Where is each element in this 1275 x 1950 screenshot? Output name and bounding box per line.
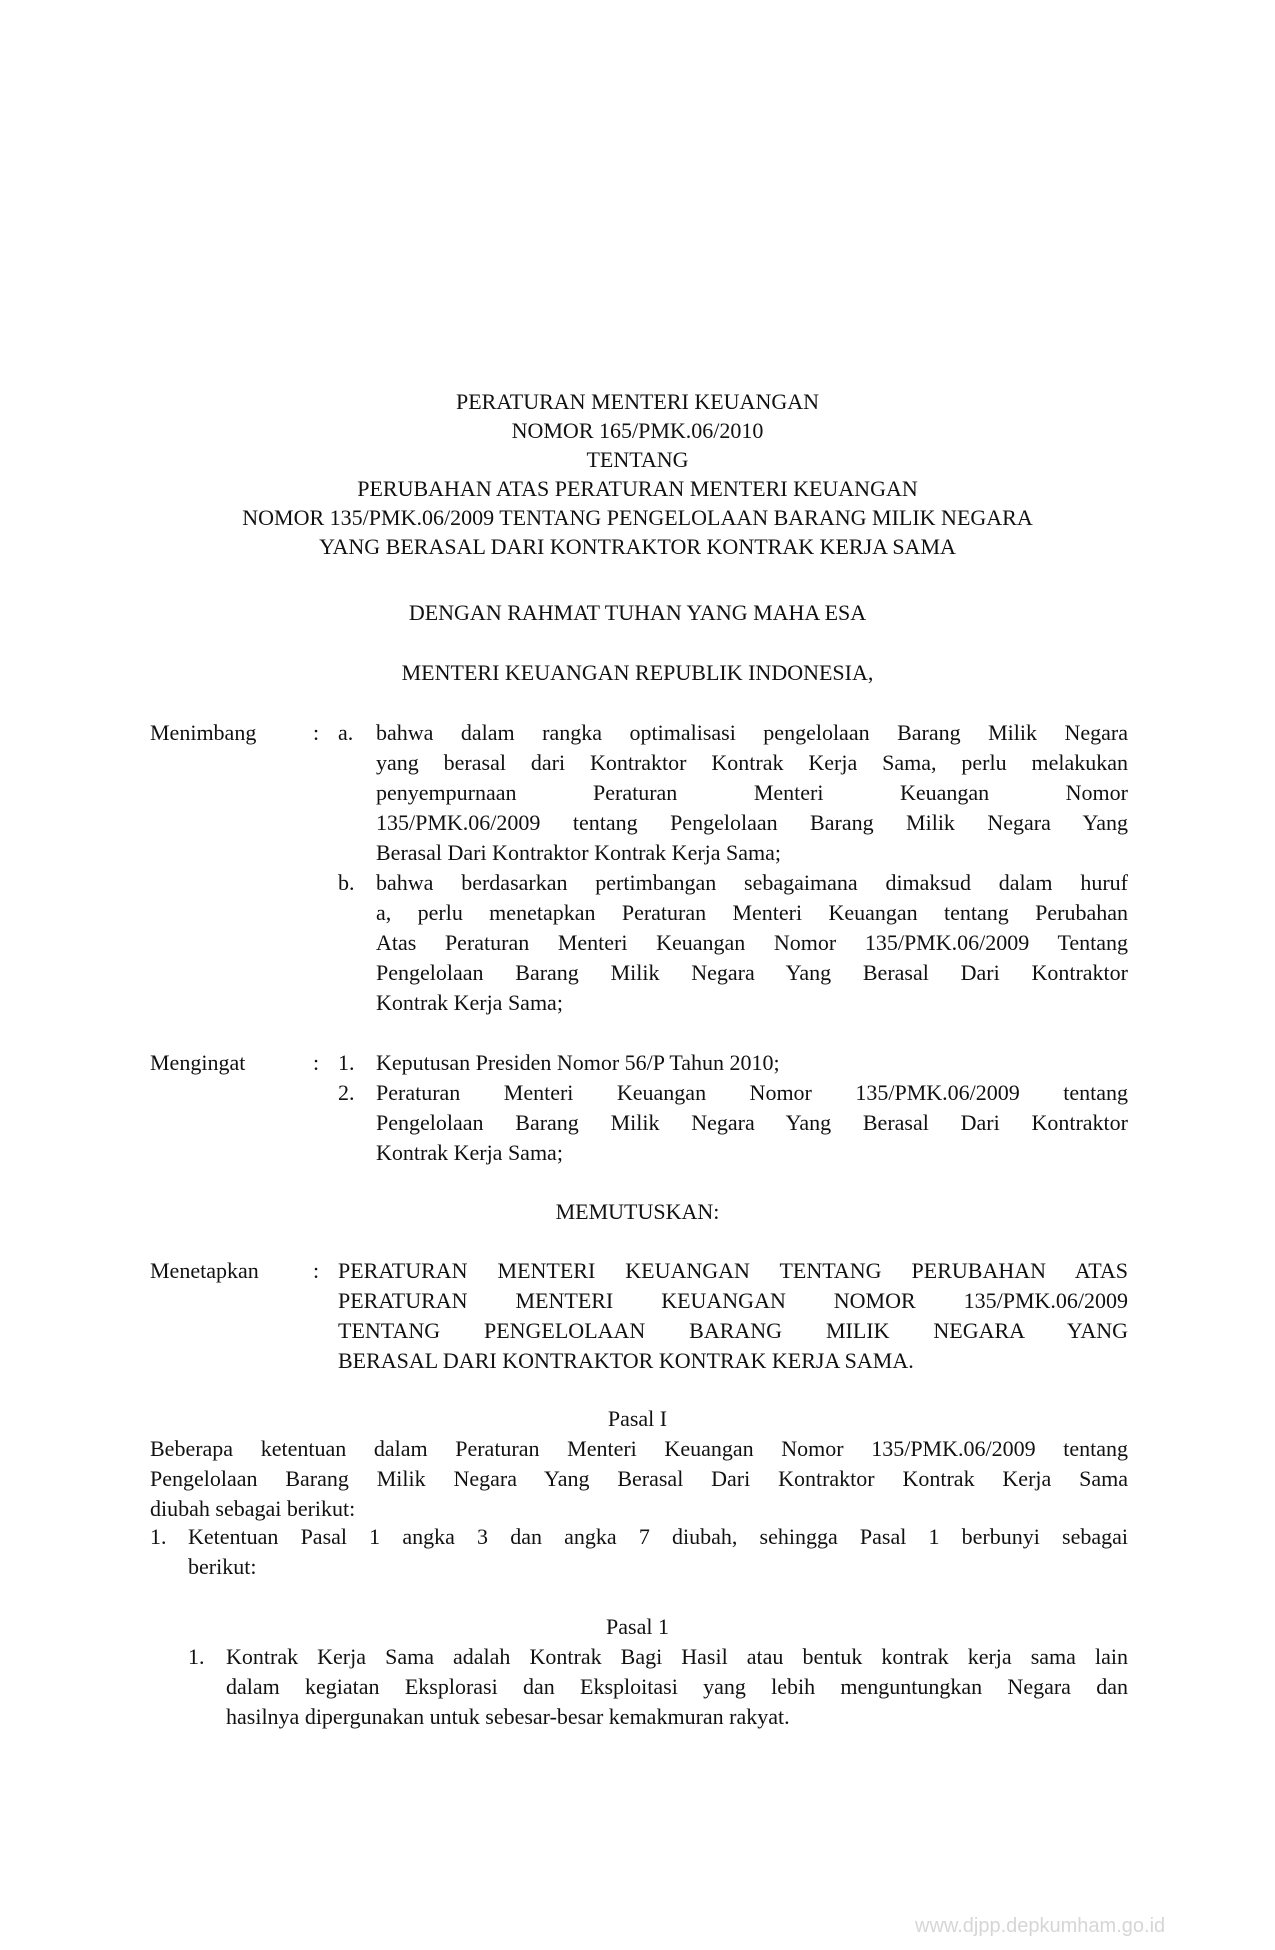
text-line: Pengelolaan Barang Milik Negara Yang Berasal Dari Kontraktor Kontrak Kerja Sama [150,1466,1128,1491]
pasal-I-item-1-text [188,1522,1128,1582]
title-line-5: NOMOR 135/PMK.06/2009 TENTANG PENGELOLAAN BARANG MILIK NEGARA [242,505,1033,530]
menimbang-a-marker: a. [338,720,354,745]
title-line-1: PERATURAN MENTERI KEUANGAN [456,389,819,414]
mengingat-2-marker: 2. [338,1080,355,1105]
text-line: BERASAL DARI KONTRAKTOR KONTRAK KERJA SAMA. [338,1348,914,1373]
mengingat-label: Mengingat [150,1050,246,1075]
pasal-I-title: Pasal I [607,1406,668,1431]
watermark-text: www.djpp.depkumham.go.id [915,1915,1166,1937]
pasal-1-title: Pasal 1 [606,1614,669,1639]
menetapkan-colon: : [313,1258,320,1283]
mengingat-1-text [376,1048,1128,1078]
text-line: berikut: [188,1554,257,1579]
menimbang-b-text [376,868,1128,1018]
title-line-6: YANG BERASAL DARI KONTRAKTOR KONTRAK KERJA SAMA [319,534,956,559]
memutuskan-heading: MEMUTUSKAN: [555,1199,720,1224]
pasal-I-intro [150,1434,1128,1524]
text-line: TENTANG PENGELOLAAN BARANG MILIK NEGARA YANG [338,1318,1128,1343]
pasal-1-item-1-marker: 1. [188,1644,205,1669]
pasal-1-item-1-text [226,1642,1128,1732]
text-line: Beberapa ketentuan dalam Peraturan Menteri Keuangan Nomor 135/PMK.06/2009 tentang [150,1436,1128,1461]
text-line: Pengelolaan Barang Milik Negara Yang Berasal Dari Kontraktor [376,1110,1128,1135]
menimbang-a-text [376,718,1128,868]
text-line: hasilnya dipergunakan untuk sebesar-besar kemakmuran rakyat. [226,1704,790,1729]
minister-heading: MENTERI KEUANGAN REPUBLIK INDONESIA, [401,660,874,685]
text-line: diubah sebagai berikut: [150,1496,356,1521]
text-line: PERATURAN MENTERI KEUANGAN TENTANG PERUBAHAN ATAS [338,1258,1128,1283]
menetapkan-text [338,1256,1128,1376]
text-line: Berasal Dari Kontraktor Kontrak Kerja Sama; [376,840,782,865]
text-line: Ketentuan Pasal 1 angka 3 dan angka 7 diubah, sehingga Pasal 1 berbunyi sebagai [188,1524,1128,1549]
title-line-2: NOMOR 165/PMK.06/2010 [511,418,764,443]
invocation: DENGAN RAHMAT TUHAN YANG MAHA ESA [408,600,867,625]
text-line: penyempurnaan Peraturan Menteri Keuangan Nomor [376,780,1128,805]
menimbang-label: Menimbang [150,720,257,745]
text-line: Kontrak Kerja Sama; [376,1140,563,1165]
text-line: bahwa berdasarkan pertimbangan sebagaimana dimaksud dalam huruf [376,870,1128,895]
menimbang-colon: : [313,720,320,745]
text-line: Kontrak Kerja Sama adalah Kontrak Bagi Hasil atau bentuk kontrak kerja sama lain [226,1644,1128,1669]
text-line: PERATURAN MENTERI KEUANGAN NOMOR 135/PMK.06/2009 [338,1288,1128,1313]
text-line: Kontrak Kerja Sama; [376,990,563,1015]
text-line: Pengelolaan Barang Milik Negara Yang Berasal Dari Kontraktor [376,960,1128,985]
text-line: dalam kegiatan Eksplorasi dan Eksploitasi yang lebih menguntungkan Negara dan [226,1674,1128,1699]
pasal-I-item-1-marker: 1. [150,1524,167,1549]
text-line: 135/PMK.06/2009 tentang Pengelolaan Barang Milik Negara Yang [376,810,1128,835]
menimbang-b-marker: b. [338,870,355,895]
mengingat-2-text [376,1078,1128,1168]
mengingat-colon: : [313,1050,320,1075]
text-line: Peraturan Menteri Keuangan Nomor 135/PMK.06/2009 tentang [376,1080,1128,1105]
text-line: bahwa dalam rangka optimalisasi pengelolaan Barang Milik Negara [376,720,1128,745]
title-line-3: TENTANG [586,447,689,472]
text-line: Atas Peraturan Menteri Keuangan Nomor 135/PMK.06/2009 Tentang [376,930,1128,955]
text-line: Keputusan Presiden Nomor 56/P Tahun 2010; [376,1050,780,1075]
menetapkan-label: Menetapkan [150,1258,259,1283]
text-line: a, perlu menetapkan Peraturan Menteri Keuangan tentang Perubahan [376,900,1128,925]
mengingat-1-marker: 1. [338,1050,355,1075]
title-line-4: PERUBAHAN ATAS PERATURAN MENTERI KEUANGAN [357,476,918,501]
text-line: yang berasal dari Kontraktor Kontrak Kerja Sama, perlu melakukan [376,750,1128,775]
